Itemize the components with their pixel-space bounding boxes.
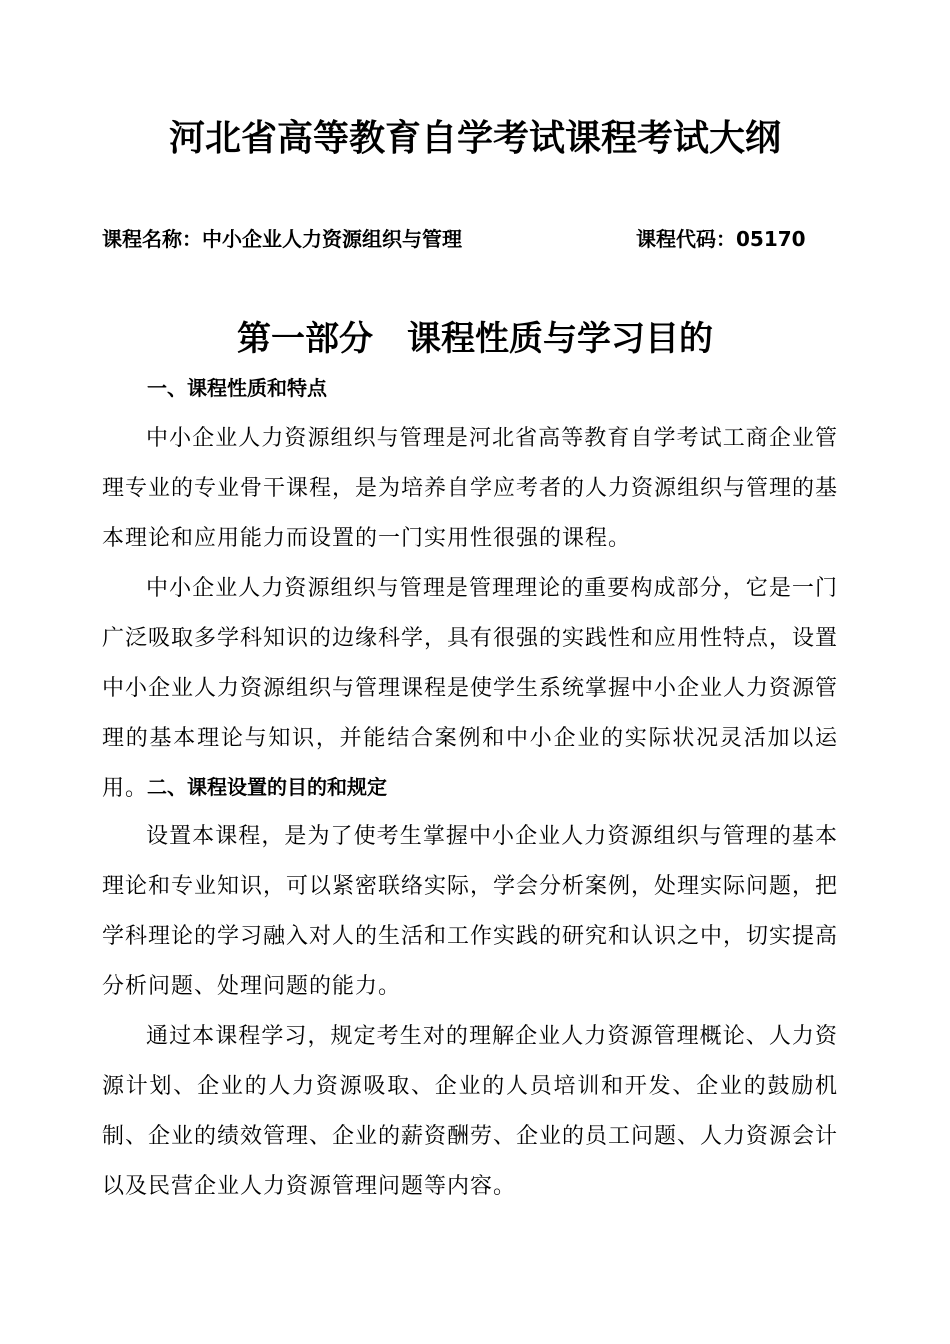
- paragraph: 中小企业人力资源组织与管理是管理理论的重要构成部分，它是一门广泛吸取多学科知识的边缘科学，具有很强的实践性和应用性特点，设置中小企业人力资源组织与管理课程是使学生系统掌握中小企业人力资源管理的基本理论与知识，并能结合案例和中小企业的实际状况灵活加以运用。: [102, 576, 839, 801]
- section-heading-nature: 一、课程性质和特点: [147, 376, 327, 400]
- paragraph: 通过本课程学习，规定考生对的理解企业人力资源管理概论、人力资源计划、企业的人力资源吸取、企业的人员培训和开发、企业的鼓励机制、企业的绩效管理、企业的薪资酬劳、企业的员工问题、人力资源会计以及民营企业人力资源管理问题等内容。: [102, 1024, 839, 1199]
- document-title: 河北省高等教育自学考试课程考试大纲: [168, 118, 781, 159]
- course-info-row: [102, 222, 862, 256]
- course-code: 课程代码：05170: [636, 227, 806, 251]
- section-heading-purpose: 二、课程设置的目的和规定: [147, 775, 387, 799]
- paragraph: 中小企业人力资源组织与管理是河北省高等教育自学考试工商企业管理专业的专业骨干课程，是为培养自学应考者的人力资源组织与管理的基本理论和应用能力而设置的一门实用性很强的课程。: [102, 426, 839, 551]
- part-title: 第一部分 课程性质与学习目的: [237, 319, 713, 359]
- course-name: 课程名称：中小企业人力资源组织与管理: [102, 227, 462, 251]
- paragraph: 设置本课程，是为了使考生掌握中小企业人力资源组织与管理的基本理论和专业知识，可以紧密联络实际，学会分析案例，处理实际问题，把学科理论的学习融入对人的生活和工作实践的研究和认识之中，切实提高分析问题、处理问题的能力。: [102, 824, 839, 999]
